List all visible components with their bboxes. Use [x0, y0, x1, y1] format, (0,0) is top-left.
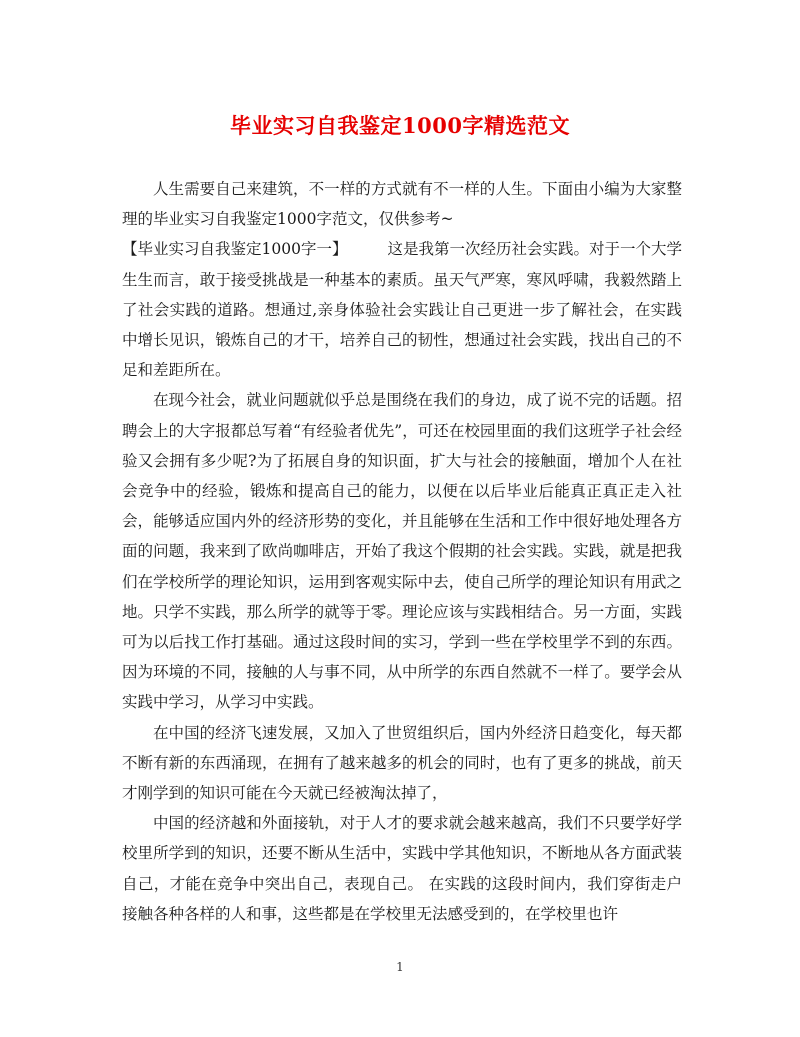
- document-body: [122, 174, 682, 929]
- body-paragraph-3: 中国的经济越和外面接轨，对于人才的要求就会越来越高，我们不只要学好学校里所学到的知识，还要不断从生活中，实践中学其他知识，不断地从各方面武装自己，才能在竞争中突出自己，表现自己。 在实践的这段时间内，我们穿街走户接触各种各样的人和事，这些都是在学校里无法感受到的，在学校里也许: [122, 814, 682, 923]
- document-title: 毕业实习自我鉴定1000字精选范文: [230, 113, 570, 138]
- section-heading: 【毕业实习自我鉴定1000字一】: [122, 240, 348, 259]
- page-number: 1: [396, 960, 404, 974]
- body-paragraph-2: 在中国的经济飞速发展，又加入了世贸组织后，国内外经济日趋变化，每天都不断有新的东西涌现，在拥有了越来越多的机会的同时，也有了更多的挑战，前天才刚学到的知识可能在今天就已经被淘汰掉了，: [122, 723, 682, 803]
- intro-paragraph: 人生需要自己来建筑，不一样的方式就有不一样的人生。下面由小编为大家整理的毕业实习自我鉴定1000字范文，仅供参考~: [122, 180, 682, 229]
- body-paragraph-1: 在现今社会，就业问题就似乎总是围绕在我们的身边，成了说不完的话题。招聘会上的大字报都总写着“有经验者优先”，可还在校园里面的我们这班学子社会经验又会拥有多少呢?为了拓展自身的知识面，扩大与社会的接触面，增加个人在社会竞争中的经验，锻炼和提高自己的能力，以便在以后毕业后能真正真正走入社会，能够适应国内外的经济形势的变化，并且能够在生活和工作中很好地处理各方面的问题，我来到了欧尚咖啡店，开始了我这个假期的社会实践。实践，就是把我们在学校所学的理论知识，运用到客观实际中去，使自己所学的理论知识有用武之地。只学不实践，那么所学的就等于零。理论应该与实践相结合。另一方面，实践可为以后找工作打基础。通过这段时间的实习，学到一些在学校里学不到的东西。因为环境的不同，接触的人与事不同，从中所学的东西自然就不一样了。要学会从实践中学习，从学习中实践。: [122, 391, 682, 712]
- section-paragraph: [122, 234, 682, 385]
- section-first-text: 这是我第一次经历社会实践。对于一个大学生生而言，敢于接受挑战是一种基本的素质。虽天气严寒，寒风呼啸，我毅然踏上了社会实践的道路。想通过,亲身体验社会实践让自己更进一步了解社会，在实践中增长见识，锻炼自己的才干，培养自己的韧性，想通过社会实践，找出自己的不足和差距所在。: [122, 240, 682, 380]
